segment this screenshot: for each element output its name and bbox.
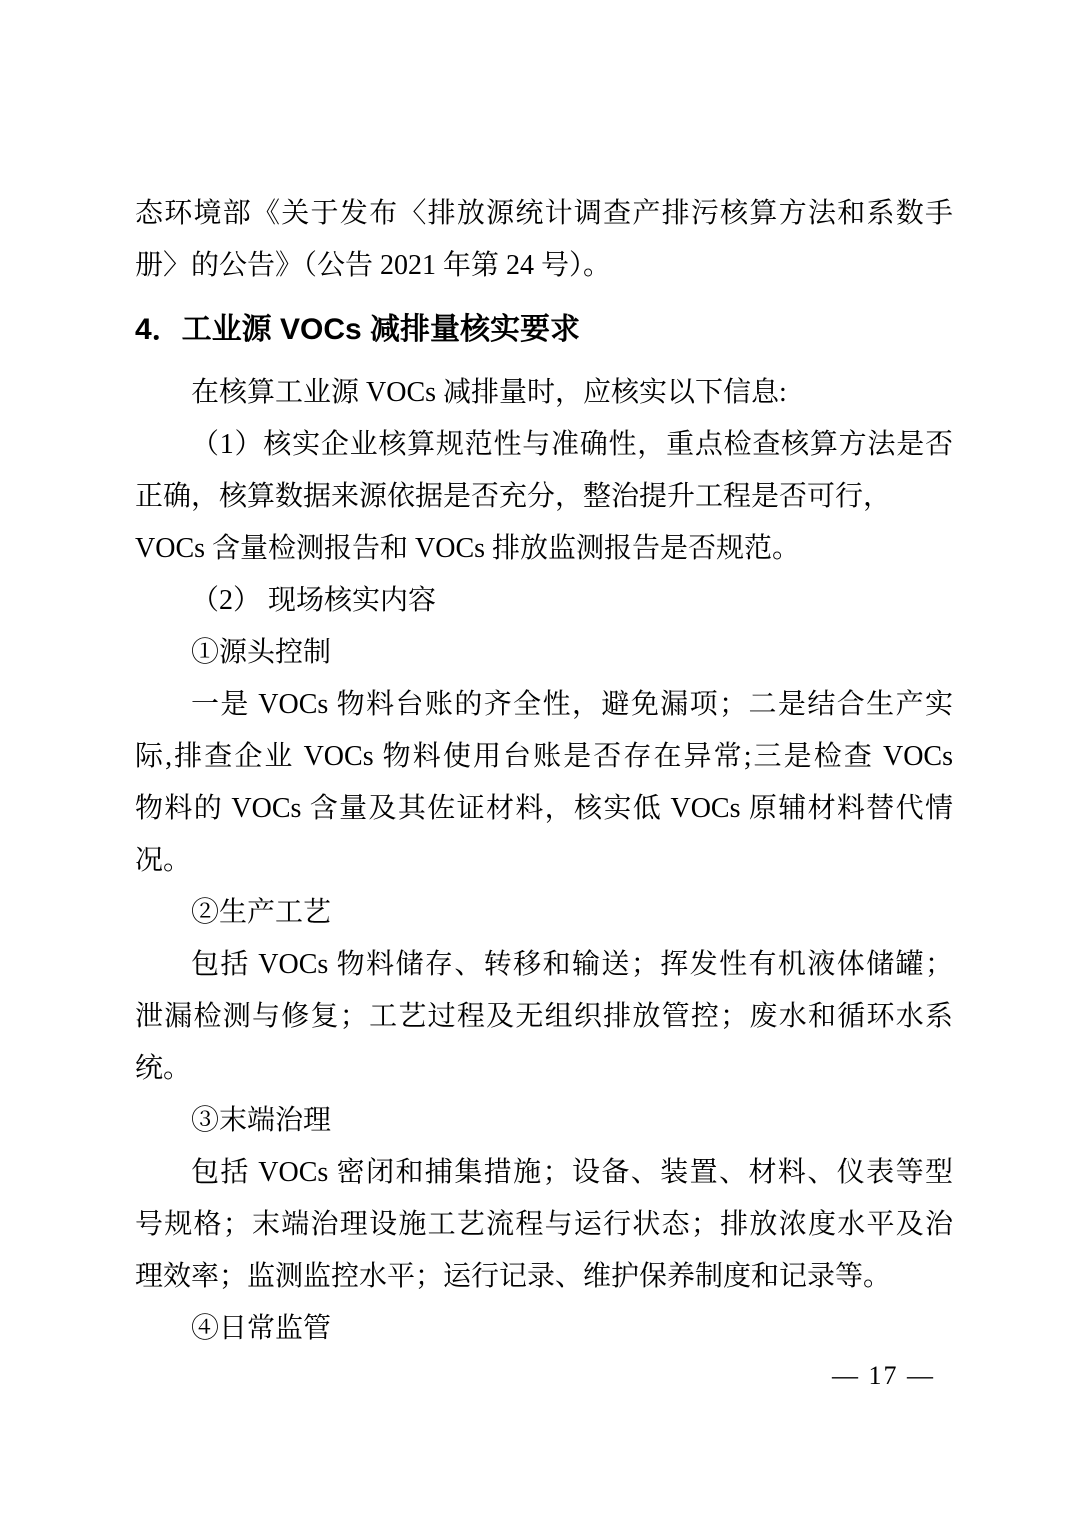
doc-line: ④日常监管 — [191, 1313, 332, 1344]
doc-line: 态环境部《关于发布〈排放源统计调查产排污核算方法和系数手 — [135, 198, 953, 229]
doc-line: ①源头控制 — [191, 637, 332, 668]
doc-line: 理效率；监测监控水平；运行记录、维护保养制度和记录等。 — [135, 1261, 892, 1292]
doc-line: 统。 — [135, 1053, 192, 1084]
section-heading: 4．工业源 VOCs 减排量核实要求 — [135, 313, 581, 346]
doc-line: 物料的 VOCs 含量及其佐证材料，核实低 VOCs 原辅材料替代情 — [135, 793, 953, 824]
doc-line: 一是 VOCs 物料台账的齐全性，避免漏项；二是结合生产实 — [191, 689, 953, 720]
doc-line: 在核算工业源 VOCs 减排量时，应核实以下信息: — [191, 377, 787, 408]
doc-line: 正确，核算数据来源依据是否充分，整治提升工程是否可行， — [135, 481, 892, 512]
doc-line: ③末端治理 — [191, 1105, 332, 1136]
doc-line: 际,排查企业 VOCs 物料使用台账是否存在异常;三是检查 VOCs — [135, 741, 953, 772]
doc-line: ②生产工艺 — [191, 897, 332, 928]
doc-line: （1）核实企业核算规范性与准确性，重点检查核算方法是否 — [191, 429, 953, 460]
doc-line: （2） 现场核实内容 — [191, 585, 437, 616]
doc-line: 泄漏检测与修复；工艺过程及无组织排放管控；废水和循环水系 — [135, 1001, 953, 1032]
document-content — [135, 0, 953, 1355]
doc-line: 号规格；末端治理设施工艺流程与运行状态；排放浓度水平及治 — [135, 1209, 953, 1240]
doc-line: 册〉的公告》（公告 2021 年第 24 号）。 — [135, 250, 612, 281]
doc-line: 包括 VOCs 密闭和捕集措施；设备、装置、材料、仪表等型 — [191, 1157, 953, 1188]
page-number: — 17 — — [832, 1361, 935, 1390]
doc-line: 况。 — [135, 845, 192, 876]
doc-line: VOCs 含量检测报告和 VOCs 排放监测报告是否规范。 — [135, 533, 801, 564]
doc-line: 包括 VOCs 物料储存、转移和输送；挥发性有机液体储罐； — [191, 949, 953, 980]
